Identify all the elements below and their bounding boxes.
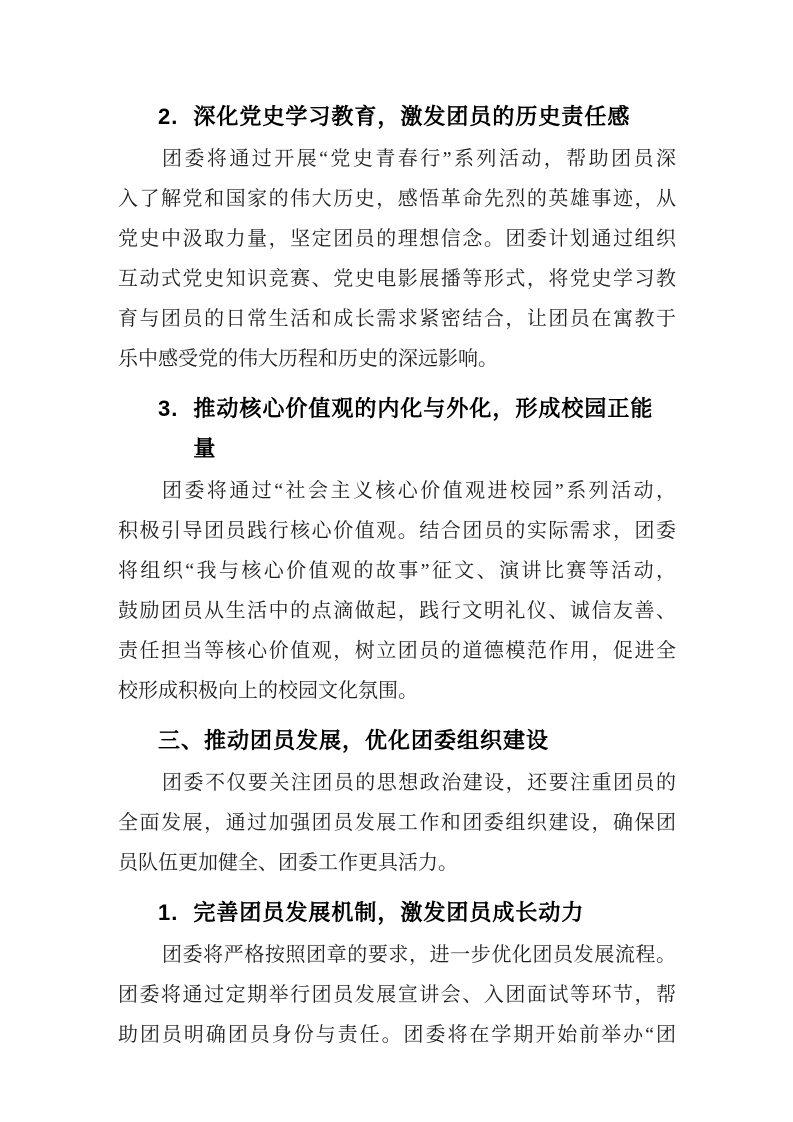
text-line: 助团员明确团员身份与责任。团委将在学期开始前举办“团 (118, 1024, 676, 1046)
section-heading-party-history (118, 97, 676, 137)
text-line: 全面发展，通过加强团员发展工作和团委组织建设，确保团 (118, 812, 676, 834)
text-line: 责任担当等核心价值观，树立团员的道德模范作用，促进全 (118, 640, 676, 662)
heading-title: 完善团员发展机制，激发团员成长动力 (193, 900, 585, 925)
text-line: 将组织“我与核心价值观的故事”征文、演讲比赛等活动， (118, 560, 676, 582)
text-line: 团委将严格按照团章的要求，进一步优化团员发展流程。 (162, 944, 676, 966)
text-line: 团委将通过“社会主义核心价值观进校园”系列活动， (162, 480, 676, 502)
text-line: 员队伍更加健全、团委工作更具活力。 (118, 852, 458, 874)
text-line: 积极引导团员践行核心价值观。结合团员的实际需求，团委 (118, 520, 676, 542)
heading-number: 三、 (158, 728, 205, 753)
heading-number: 3. (158, 396, 179, 421)
text-line: 互动式党史知识竞赛、党史电影展播等形式，将党史学习教 (118, 268, 676, 290)
paragraph-member-development (118, 763, 676, 883)
section-heading-core-values (118, 389, 676, 469)
text-line: 校形成积极向上的校园文化氛围。 (118, 680, 418, 702)
text-line: 鼓励团员从生活中的点滴做起，践行文明礼仪、诚信友善、 (118, 600, 676, 622)
text-line: 党史中汲取力量，坚定团员的理想信念。团委计划通过组织 (118, 228, 676, 250)
text-line: 育与团员的日常生活和成长需求紧密结合，让团员在寓教于 (118, 308, 676, 330)
section-heading-member-development (118, 721, 676, 761)
heading-title: 深化党史学习教育，激发团员的历史责任感 (193, 104, 631, 129)
section-heading-development-mechanism (118, 893, 676, 933)
paragraph-development-mechanism (118, 935, 676, 1055)
text-line: 入了解党和国家的伟大历史，感悟革命先烈的英雄事迹，从 (118, 188, 676, 210)
heading-title: 推动团员发展，优化团委组织建设 (204, 728, 550, 753)
text-line: 团委将通过定期举行团员发展宣讲会、入团面试等环节，帮 (118, 984, 676, 1006)
paragraph-core-values (118, 471, 676, 711)
heading-number: 2. (158, 104, 179, 129)
text-line: 乐中感受党的伟大历程和历史的深远影响。 (118, 348, 498, 370)
heading-title: 推动核心价值观的内化与外化，形成校园正能量 (193, 396, 654, 461)
text-line: 团委不仅要关注团员的思想政治建设，还要注重团员的 (162, 772, 676, 794)
heading-number: 1. (158, 900, 179, 925)
text-line: 团委将通过开展“党史青春行”系列活动，帮助团员深 (162, 148, 676, 170)
paragraph-party-history (118, 139, 676, 379)
page-content (118, 97, 676, 1055)
